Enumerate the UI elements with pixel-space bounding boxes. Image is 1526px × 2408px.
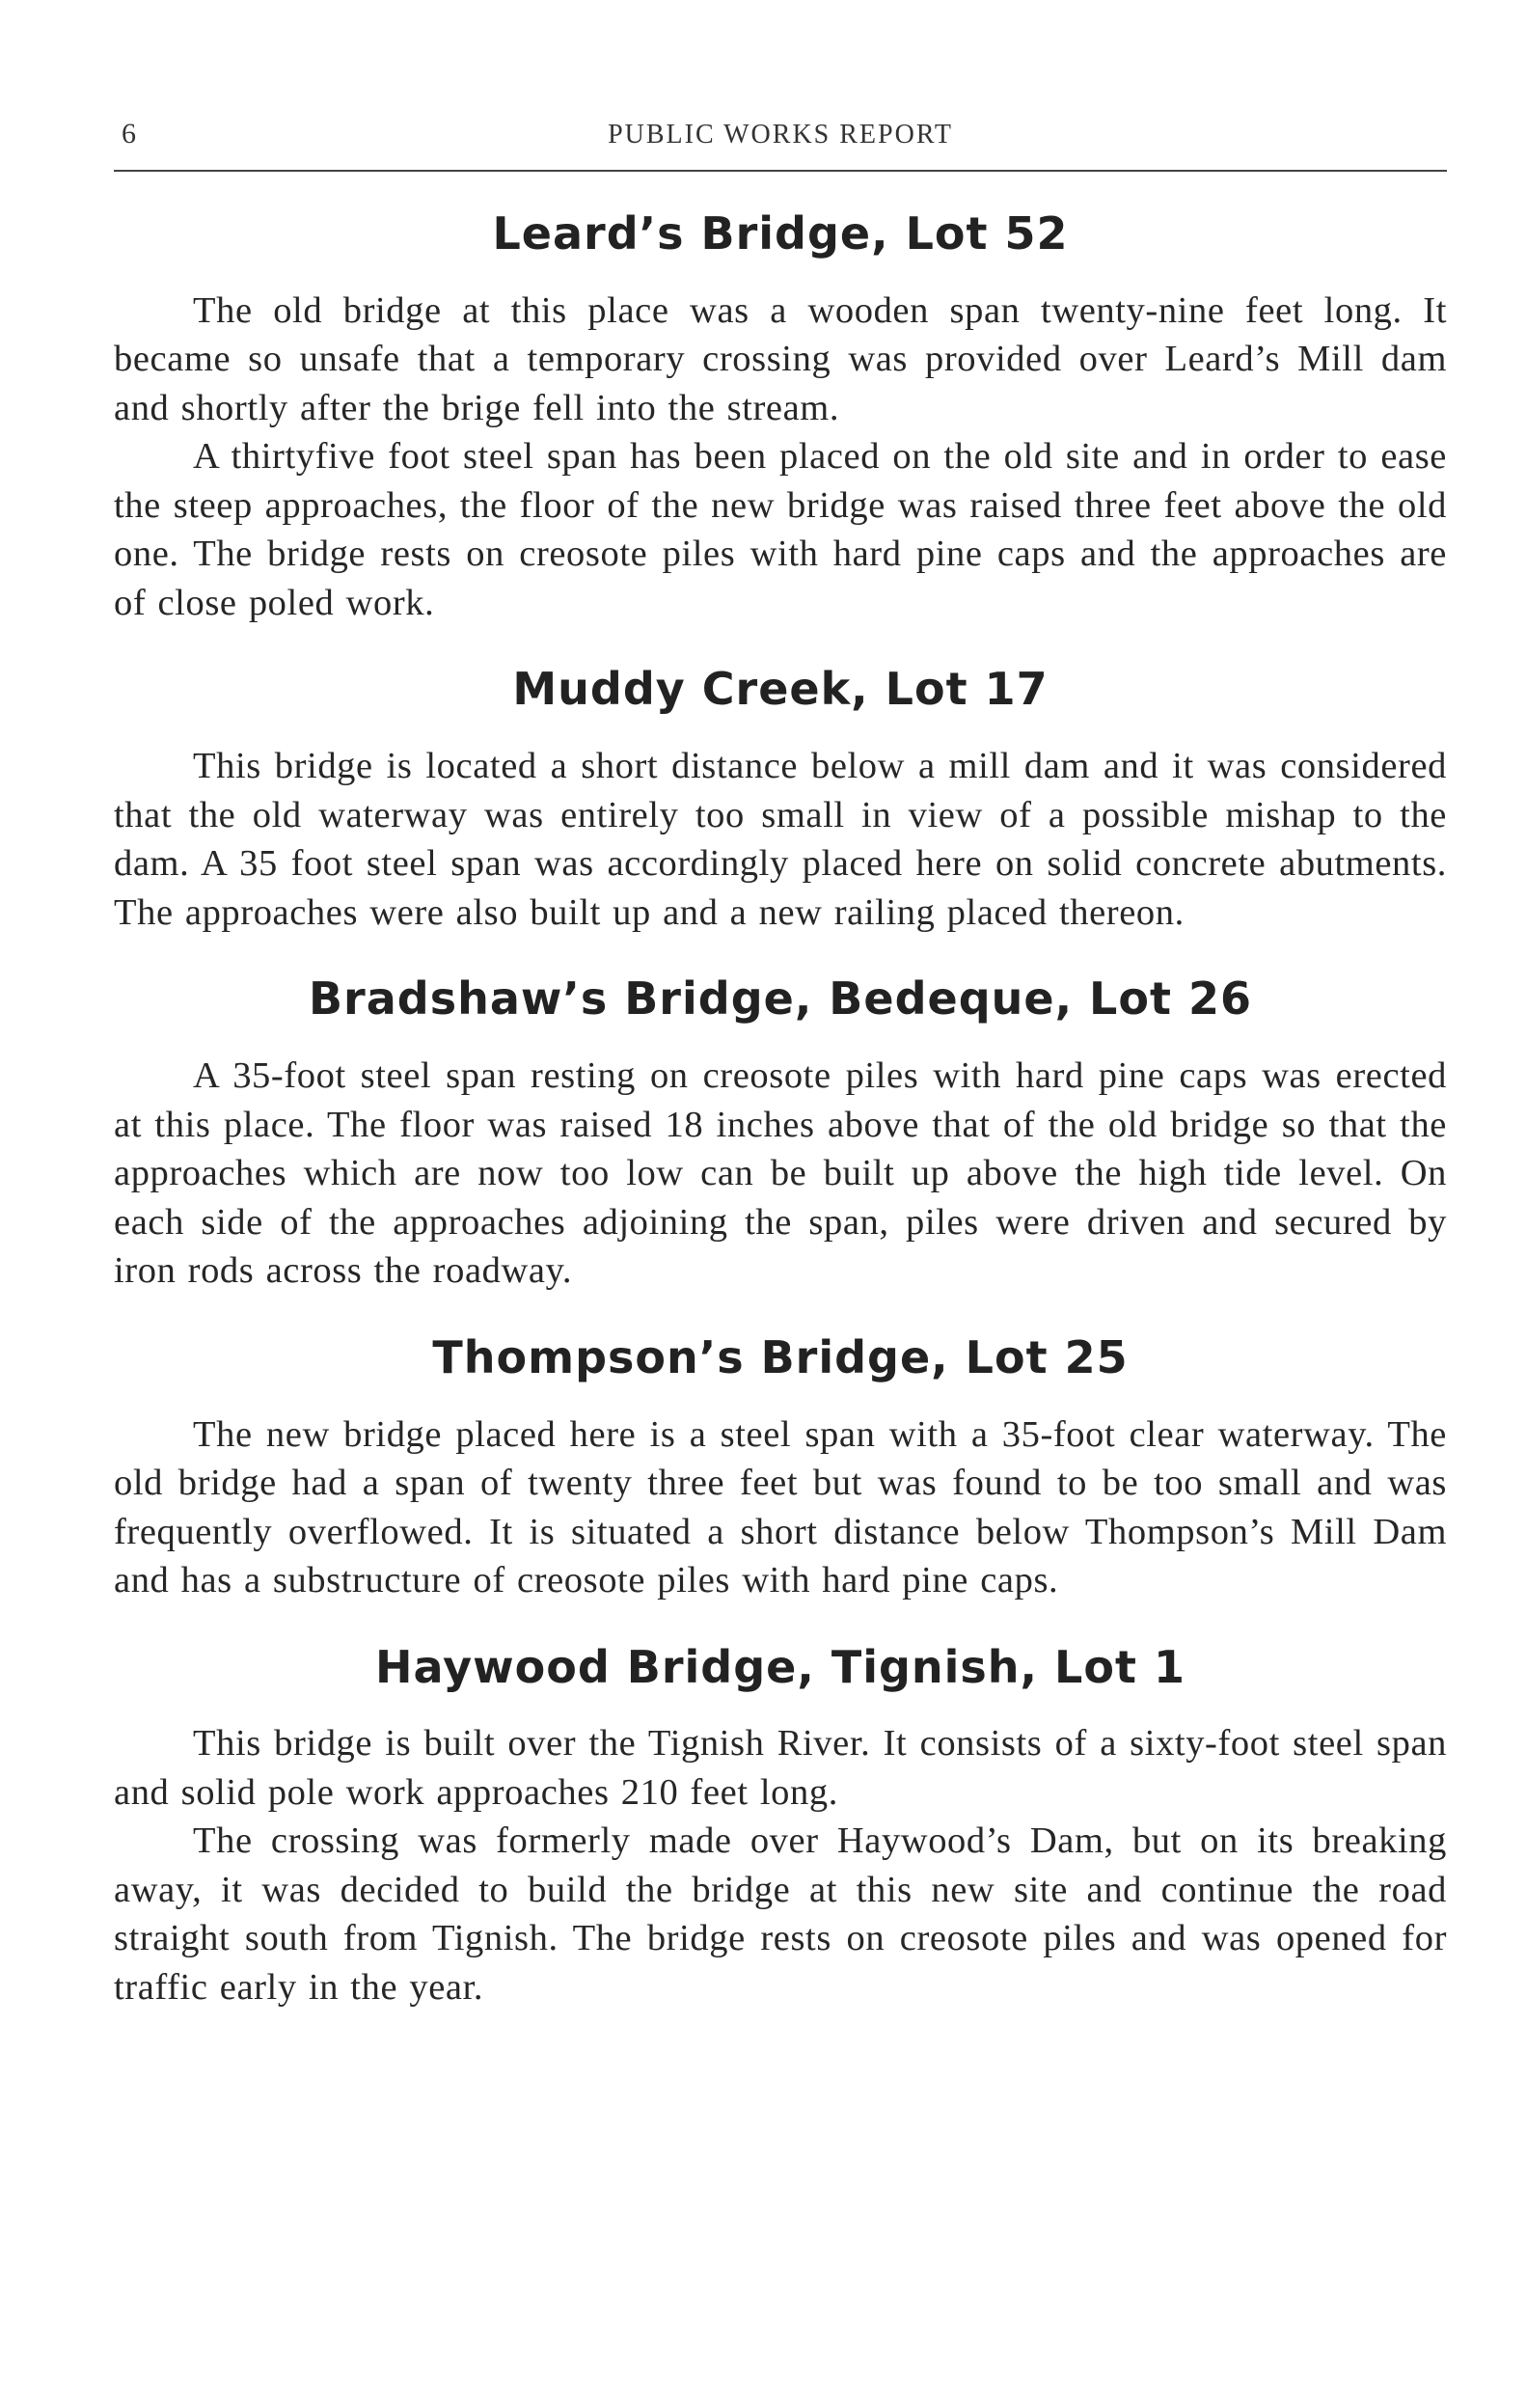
section-heading: Haywood Bridge, Tignish, Lot 1 xyxy=(375,1640,1185,1693)
paragraph: This bridge is located a short distance below a mill dam and it was considered that the old waterway was entirely too small in view of a possible mishap to the dam. A 35 foot steel span was accordingly placed here on solid concrete abutments. The approaches were also built up and a new railing placed thereon. xyxy=(114,746,1447,933)
paragraph: A thirtyfive foot steel span has been placed on the old site and in order to ease the steep approaches, the floor of the new bridge was raised three feet above the old one. The bridge rests on creosote piles with hard pine caps and the approaches are of close poled work. xyxy=(114,436,1447,623)
section-heading: Thompson’s Bridge, Lot 25 xyxy=(432,1330,1129,1383)
section-haywood-bridge xyxy=(114,1642,1447,2012)
section-thompsons-bridge xyxy=(114,1332,1447,1605)
paragraph: The crossing was formerly made over Haywood’s Dam, but on its breaking away, it was decided to build the bridge at this new site and continue the road straight south from Tignish. The bridge rests on creosote piles and was opened for traffic early in the year. xyxy=(114,1820,1447,2008)
section-muddy-creek xyxy=(114,664,1447,937)
paragraph: The new bridge placed here is a steel span with a 35-foot clear waterway. The old bridge had a span of twenty three feet but was found to be too small and was frequently overflowed. It is situated a short distance below Thompson’s Mill Dam and has a substructure of creosote piles with hard pine caps. xyxy=(114,1413,1447,1601)
section-heading: Leard’s Bridge, Lot 52 xyxy=(492,207,1069,260)
header-rule xyxy=(114,170,1447,172)
page-number: 6 xyxy=(122,118,136,150)
section-heading: Bradshaw’s Bridge, Bedeque, Lot 26 xyxy=(309,972,1252,1026)
section-leards-bridge xyxy=(114,208,1447,627)
running-title: PUBLIC WORKS REPORT xyxy=(608,120,953,150)
section-bradshaws-bridge xyxy=(114,973,1447,1295)
document-page xyxy=(114,106,1447,2011)
paragraph: A 35-foot steel span resting on creosote piles with hard pine caps was erected at this place. The floor was raised 18 inches above that of the old bridge so that the approaches which are now too low can be built up above the high tide level. On each side of the approaches adjoining the span, piles were driven and secured by iron rods across the roadway. xyxy=(114,1055,1447,1292)
section-heading: Muddy Creek, Lot 17 xyxy=(512,663,1049,716)
running-header xyxy=(114,106,1447,160)
paragraph: This bridge is built over the Tignish River. It consists of a sixty-foot steel span and solid pole work approaches 210 feet long. xyxy=(114,1723,1447,1813)
paragraph: The old bridge at this place was a wooden span twenty-nine feet long. It became so unsafe that a temporary crossing was provided over Leard’s Mill dam and shortly after the brige fell into the stream. xyxy=(114,289,1447,428)
